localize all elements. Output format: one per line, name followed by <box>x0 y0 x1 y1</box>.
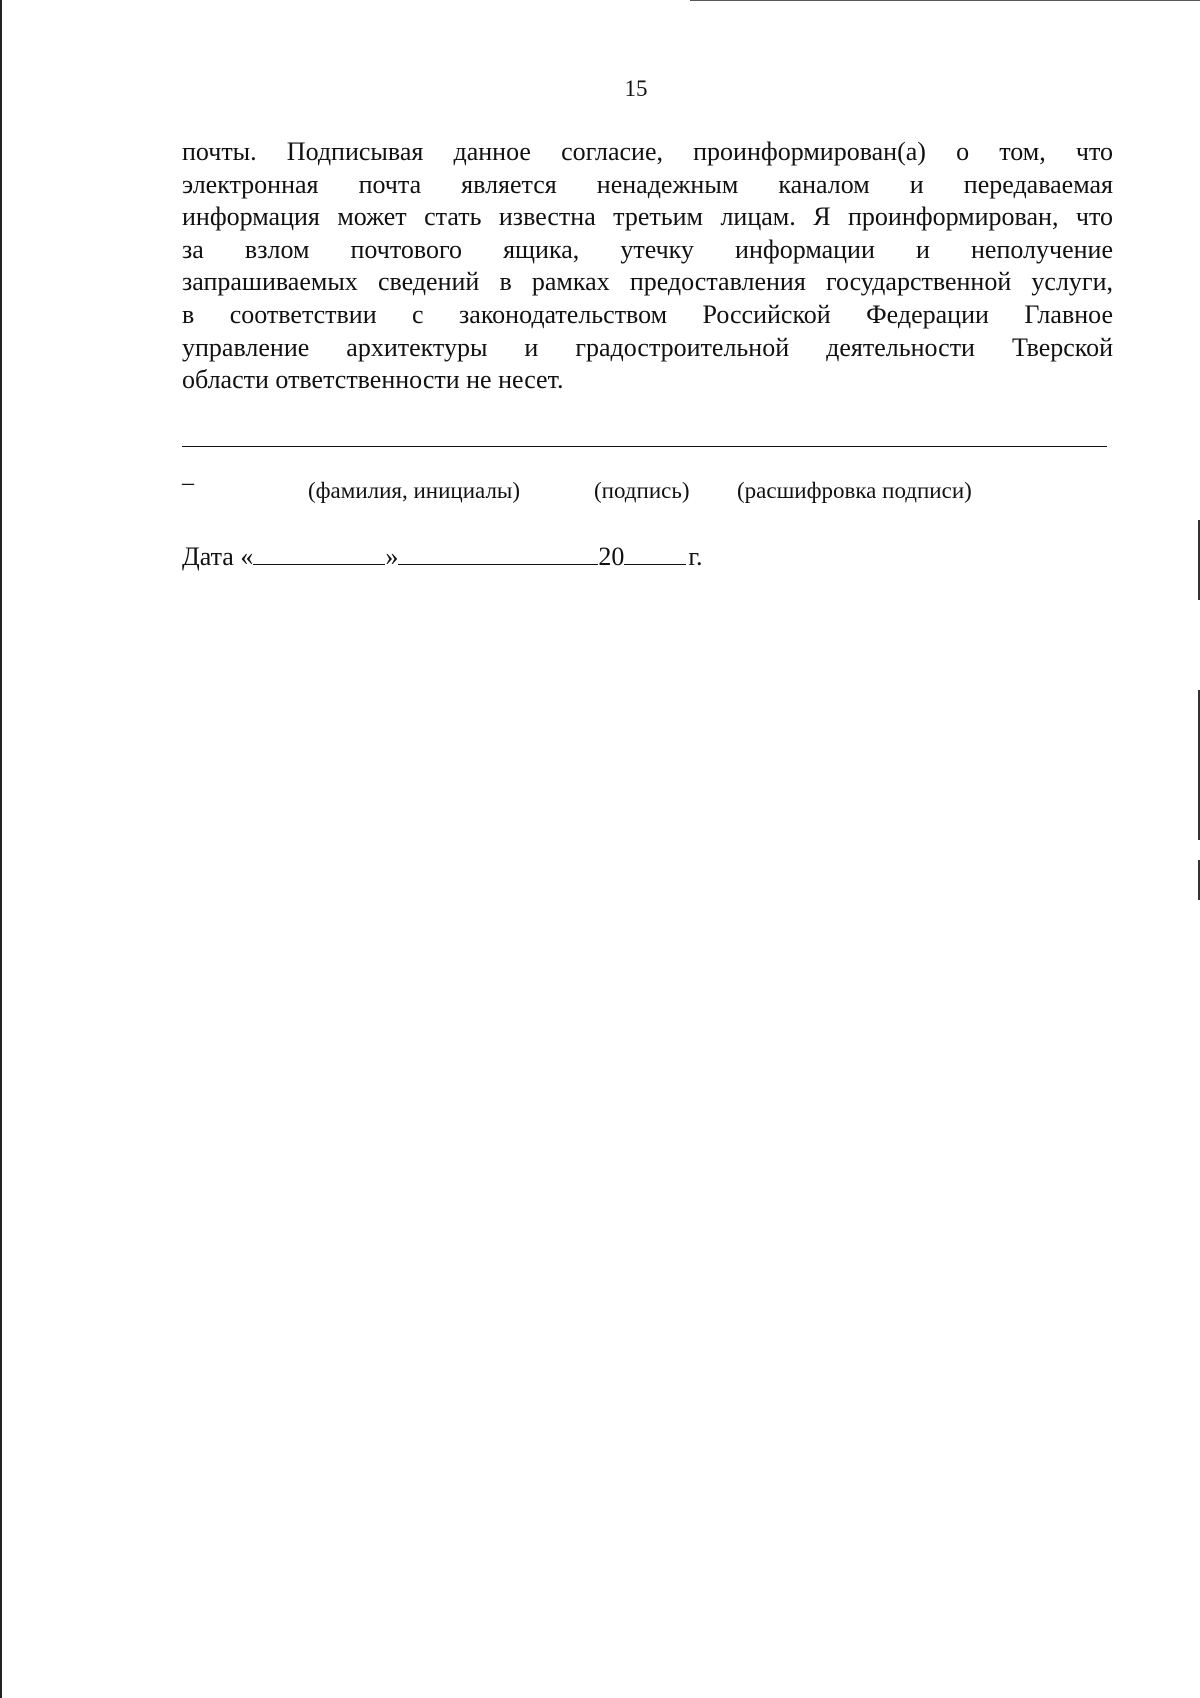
page-number: 15 <box>624 76 648 101</box>
paragraph-line: управление архитектуры и градостроительной деятельности Тверской <box>182 332 1113 362</box>
date-prefix: Дата « <box>182 542 254 571</box>
date-month-blank <box>398 538 598 565</box>
date-year-blank <box>624 538 686 565</box>
paragraph-line: в соответствии с законодательством Российской Федерации Главное <box>182 299 1113 329</box>
scan-edge-top <box>690 0 1200 1</box>
paragraph-line: информация может стать известна третьим лицам. Я проинформирован, что <box>182 202 1113 232</box>
signature-line <box>182 446 1107 447</box>
date-day-blank <box>253 538 385 565</box>
date-suffix: г. <box>688 542 703 571</box>
label-surname-initials: (фамилия, инициалы) <box>308 478 521 503</box>
date-line <box>182 538 703 572</box>
label-signature: (подпись) <box>594 478 690 503</box>
date-year-prefix: 20 <box>598 542 625 571</box>
signature-dash: _ <box>182 462 194 488</box>
paragraph-line: за взлом почтового ящика, утечку информации и неполучение <box>182 234 1113 264</box>
label-signature-decoding: (расшифровка подписи) <box>737 478 972 503</box>
paragraph-line: почты. Подписывая данное согласие, проинформирован(а) о том, что <box>182 137 1113 166</box>
paragraph-line: области ответственности не несет. <box>182 365 564 395</box>
scan-edge-left <box>0 0 2 1698</box>
paragraph-line: запрашиваемых сведений в рамках предоставления государственной услуги, <box>182 267 1113 297</box>
date-close-quote: » <box>385 542 399 571</box>
consent-paragraph <box>182 136 1113 397</box>
paragraph-line: электронная почта является ненадежным каналом и передаваемая <box>182 169 1113 199</box>
